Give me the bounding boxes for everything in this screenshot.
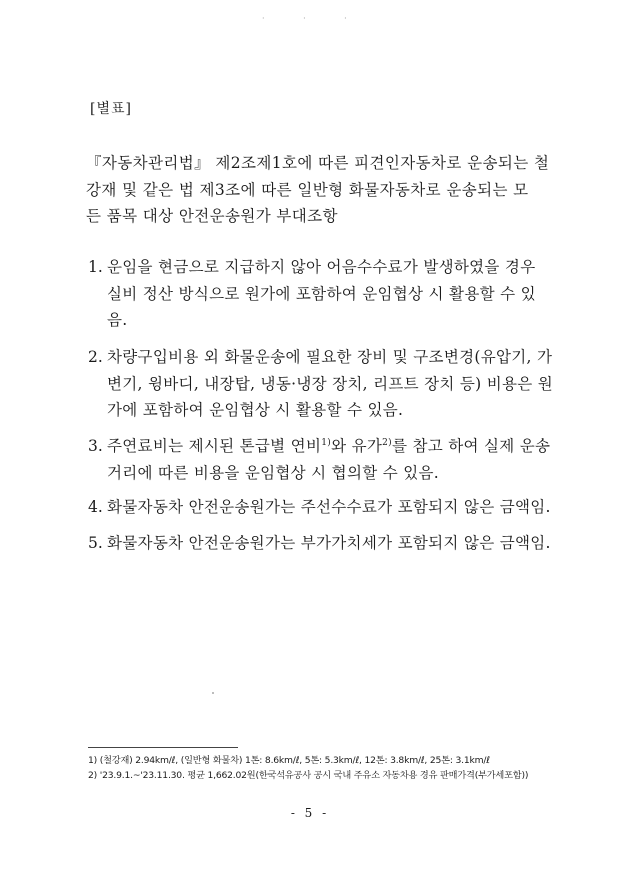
footnote-1: 1) (철강재) 2.94km/ℓ, (일반형 화물차) 1톤: 8.6km/ℓ, 5톤: 5.3km/ℓ, 12톤: 3.8km/ℓ, 25톤: 3.1km/ℓ	[88, 755, 490, 766]
clause-text: 와 유가	[331, 437, 383, 455]
clause-line: 화물자동차 안전운송원가는 주선수수료가 포함되지 않은 금액임.	[107, 498, 551, 516]
scan-marks: · · ·	[262, 14, 365, 23]
clause-line	[88, 433, 551, 460]
clause-number: 2.	[88, 348, 103, 366]
intro-line: 강재 및 같은 법 제3조에 따른 일반형 화물자동차로 운송되는 모	[86, 180, 529, 199]
footnote-ref-2: 2)	[382, 437, 392, 448]
clause-line: 차량구입비용 외 화물운송에 필요한 장비 및 구조변경(유압기, 가	[107, 348, 553, 366]
clause-item-4	[88, 494, 551, 521]
clause-line: 운임을 현금으로 지급하지 않아 어음수수료가 발생하였을 경우	[107, 258, 536, 276]
clause-number: 5.	[88, 534, 103, 552]
clause-line: 실비 정산 방식으로 원가에 포함하여 운임협상 시 활용할 수 있	[107, 284, 536, 303]
clause-item-3	[88, 433, 551, 486]
intro-line: 『자동차관리법』 제2조제1호에 따른 피견인자동차로 운송되는 철	[86, 154, 550, 172]
intro-paragraph	[86, 150, 550, 230]
footnotes	[88, 753, 548, 783]
clause-text: 주연료비는 제시된 톤급별 연비	[107, 437, 322, 455]
clause-line: 화물자동차 안전운송원가는 부가가치세가 포함되지 않은 금액임.	[107, 534, 551, 552]
clause-number: 1.	[88, 258, 103, 276]
scan-speck	[212, 692, 214, 694]
clause-item-2	[88, 344, 554, 424]
footnote-divider	[88, 747, 238, 748]
clause-number: 4.	[88, 498, 103, 516]
clause-line: 가에 포함하여 운임협상 시 활용할 수 있음.	[107, 401, 404, 419]
intro-line: 든 품목 대상 안전운송원가 부대조항	[86, 207, 338, 225]
clause-item-1	[88, 254, 548, 334]
footnote-2: 2) '23.9.1.~'23.11.30. 평균 1,662.02원(한국석유공사 공시 국내 주유소 자동차용 경유 판매가격(부가세포함))	[88, 770, 529, 781]
footnote-ref-1: 1)	[321, 437, 332, 448]
appendix-label: [별표]	[90, 101, 132, 117]
clause-number: 3.	[88, 437, 103, 455]
clause-line: 음.	[107, 311, 128, 329]
clause-text: 를 참고 하여 실제 운송	[391, 437, 551, 455]
clause-line: 변기, 윙바디, 내장탑, 냉동·냉장 장치, 리프트 장치 등) 비용은 원	[107, 374, 554, 393]
clause-item-5	[88, 530, 551, 557]
page-number: - 5 -	[290, 806, 330, 820]
clause-line: 거리에 따른 비용을 운임협상 시 협의할 수 있음.	[107, 463, 440, 482]
